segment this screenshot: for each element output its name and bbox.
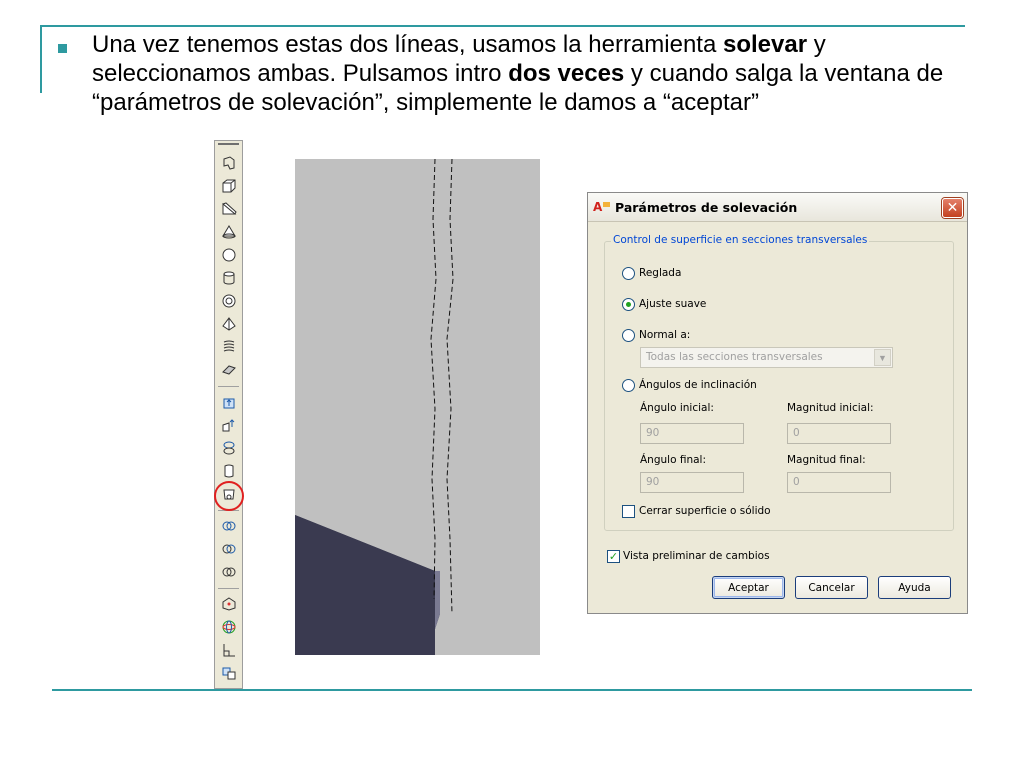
magnitud-final-label: Magnitud final: [787, 454, 866, 466]
pyramid-icon[interactable] [215, 312, 242, 335]
polysolid-icon[interactable] [215, 151, 242, 174]
radio-angulos-label: Ángulos de inclinación [639, 379, 757, 391]
cylinder-icon[interactable] [215, 266, 242, 289]
angulo-final-input: 90 [640, 472, 744, 493]
cerrar-superficie-checkbox[interactable] [622, 505, 635, 518]
cone-icon[interactable] [215, 220, 242, 243]
toolbar-separator [218, 381, 239, 387]
bullet-text-part: y cuando salga la ventana de “parámetros de solevación”, simplemente le damos a “aceptar” [92, 60, 944, 116]
drawing-viewport[interactable] [295, 159, 540, 655]
magnitud-inicial-input: 0 [787, 423, 891, 444]
normal-a-select-value: Todas las secciones transversales [646, 351, 823, 363]
loft-settings-dialog [587, 192, 968, 614]
bullet-square-icon [58, 44, 67, 53]
toolbar-separator [218, 583, 239, 589]
chevron-down-icon: ▼ [874, 349, 891, 366]
radio-ajuste-suave[interactable] [622, 298, 635, 311]
modeling-toolbar [214, 140, 243, 689]
ayuda-button[interactable]: Ayuda [878, 576, 951, 599]
bullet-text-part: Una vez tenemos estas dos líneas, usamos la herramienta [92, 31, 723, 58]
revolve-icon[interactable] [215, 459, 242, 482]
sphere-icon[interactable] [215, 243, 242, 266]
magnitud-final-input: 0 [787, 472, 891, 493]
profile-line-left [431, 159, 436, 599]
box-front-face [435, 571, 440, 629]
cancelar-button[interactable]: Cancelar [795, 576, 868, 599]
radio-angulos[interactable] [622, 379, 635, 392]
radio-reglada-label: Reglada [639, 267, 682, 279]
magnitud-inicial-label: Magnitud inicial: [787, 402, 874, 414]
presspull-icon[interactable] [215, 413, 242, 436]
helix-icon[interactable] [215, 335, 242, 358]
viewport-drawing [295, 159, 540, 655]
group-legend: Control de superficie en secciones transversales [613, 234, 868, 246]
3d-rotate-icon[interactable] [215, 615, 242, 638]
radio-normal-a[interactable] [622, 329, 635, 342]
planar-surface-icon[interactable] [215, 358, 242, 381]
bottom-rule [52, 689, 972, 691]
app-icon-letter: A [593, 200, 603, 214]
dialog-title: Parámetros de solevación [615, 199, 798, 215]
angulo-inicial-input: 90 [640, 423, 744, 444]
profile-line-right [447, 159, 453, 614]
bullet-bold-solevar: solevar [722, 31, 808, 58]
intersect-icon[interactable] [215, 560, 242, 583]
radio-normal-a-label: Normal a: [639, 329, 691, 341]
loft-highlight-circle [214, 481, 244, 511]
solid-box [295, 515, 440, 655]
vista-preliminar-checkbox[interactable]: ✓ [608, 550, 619, 563]
extrude-icon[interactable] [215, 390, 242, 413]
radio-ajuste-suave-label: Ajuste suave [639, 298, 707, 310]
wedge-icon[interactable] [215, 197, 242, 220]
dialog-title-bar[interactable] [588, 193, 967, 222]
angulo-inicial-label: Ángulo inicial: [640, 402, 714, 414]
section-plane-icon[interactable] [215, 638, 242, 661]
vista-preliminar-label: Vista preliminar de cambios [623, 550, 770, 562]
torus-icon[interactable] [215, 289, 242, 312]
union-icon[interactable] [215, 514, 242, 537]
3d-align-icon[interactable] [215, 661, 242, 684]
close-button[interactable] [942, 198, 963, 218]
toolbar-grip[interactable] [218, 143, 239, 149]
cerrar-superficie-label: Cerrar superficie o sólido [639, 505, 771, 517]
box-icon[interactable] [215, 174, 242, 197]
subtract-icon[interactable] [215, 537, 242, 560]
top-rule [40, 25, 965, 27]
angulo-final-label: Ángulo final: [640, 454, 706, 466]
bullet-text [92, 30, 952, 117]
radio-reglada[interactable] [622, 267, 635, 280]
bullet-text-part: y seleccionamos ambas. Pulsamos intro [92, 31, 826, 87]
surface-control-group [604, 234, 954, 531]
sweep-icon[interactable] [215, 436, 242, 459]
close-icon: ✕ [946, 200, 959, 216]
3d-move-icon[interactable] [215, 592, 242, 615]
normal-a-select [640, 347, 893, 368]
autocad-logo-icon [593, 199, 611, 215]
bullet-bold-dos-veces: dos veces [508, 60, 625, 87]
left-rule [40, 25, 42, 93]
aceptar-button[interactable]: Aceptar [712, 576, 785, 599]
